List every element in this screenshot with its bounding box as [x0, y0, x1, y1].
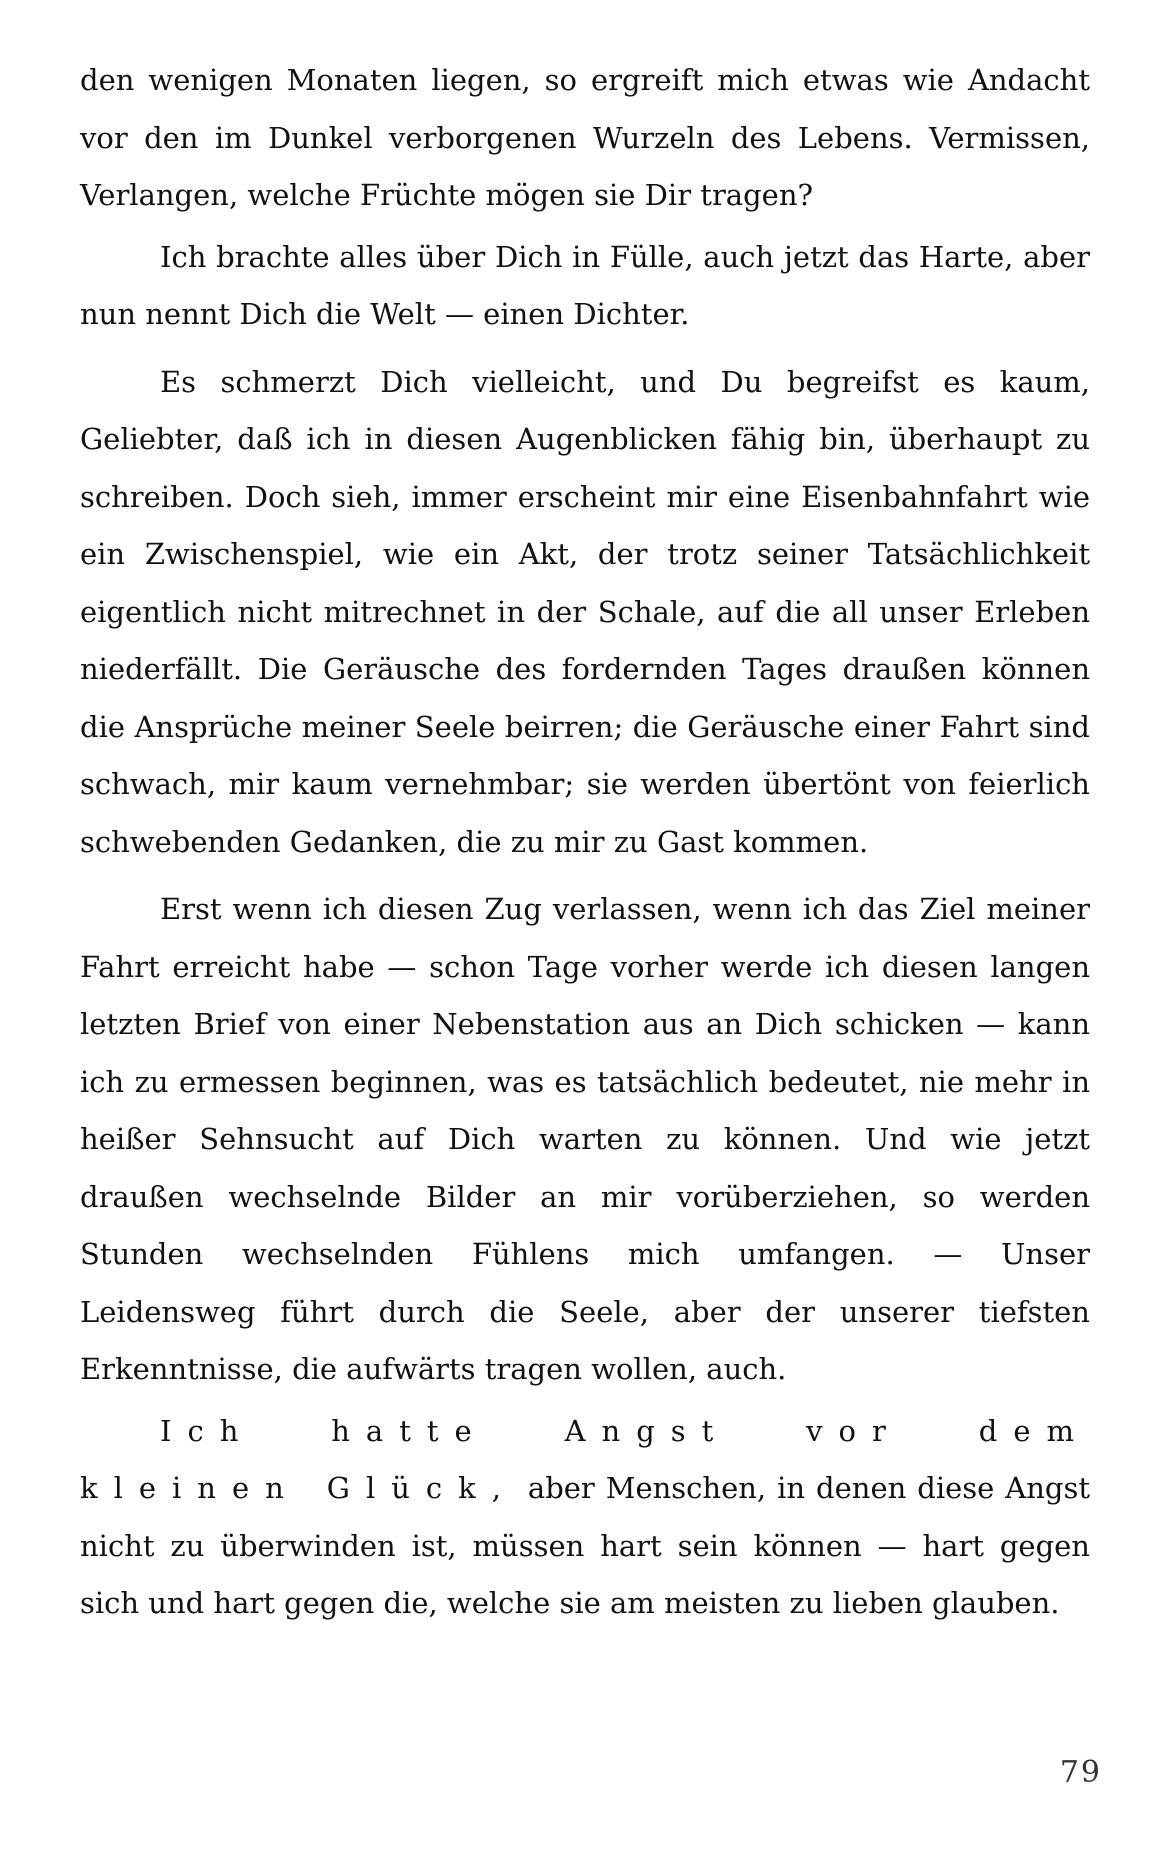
- paragraph: Erst wenn ich diesen Zug verlassen, wenn ich das Ziel meiner Fahrt erreicht habe — schon Tage vorher werde ich diesen langen letzten Brief von einer Nebenstation aus an Dich schicken — kann ich zu ermessen beginnen, was es tatsächlich bedeutet, nie mehr in heißer Sehnsucht auf Dich warten zu können. Und wie jetzt draußen wechselnde Bilder an mir vorüberziehen, so werden Stunden wechselnden Fühlens mich umfangen. — Unser Leidensweg führt durch die Seele, aber der unserer tiefsten Erkenntnisse, die aufwärts tragen wollen, auch.: [80, 892, 1090, 1386]
- paragraph-final-rest: aber Menschen, in denen diese Angst nicht zu überwinden ist, müssen hart sein können — hart gegen sich und hart gegen die, welche sie am meisten zu lieben glauben.: [80, 1471, 1091, 1620]
- page-body-text: [80, 52, 1090, 1633]
- paragraph-final: [80, 1403, 1090, 1633]
- paragraph-continuation: den wenigen Monaten liegen, so ergreift mich etwas wie Andacht vor den im Dunkel verborgenen Wurzeln des Lebens. Vermissen, Verlangen, welche Früchte mögen sie Dir tragen?: [80, 63, 1090, 212]
- letter-spaced-emphasis: Ich hatte Angst vor dem kleinen Glück,: [80, 1413, 1090, 1505]
- paragraph: Ich brachte alles über Dich in Fülle, auch jetzt das Harte, aber nun nennt Dich die Welt — einen Dichter.: [80, 239, 1090, 331]
- page-number: 79: [1059, 1755, 1102, 1790]
- paragraph: Es schmerzt Dich vielleicht, und Du begreifst es kaum, Geliebter, daß ich in diesen Augenblicken fähig bin, überhaupt zu schreiben. Doch sieh, immer erscheint mir eine Eisenbahnfahrt wie ein Zwischenspiel, wie ein Akt, der trotz seiner Tatsächlichkeit eigentlich nicht mitrechnet in der Schale, auf die all unser Erleben niederfällt. Die Geräusche des fordernden Tages draußen können die Ansprüche meiner Seele beirren; die Geräusche einer Fahrt sind schwach, mir kaum vernehmbar; sie werden übertönt von feierlich schwebenden Gedanken, die zu mir zu Gast kommen.: [80, 364, 1090, 859]
